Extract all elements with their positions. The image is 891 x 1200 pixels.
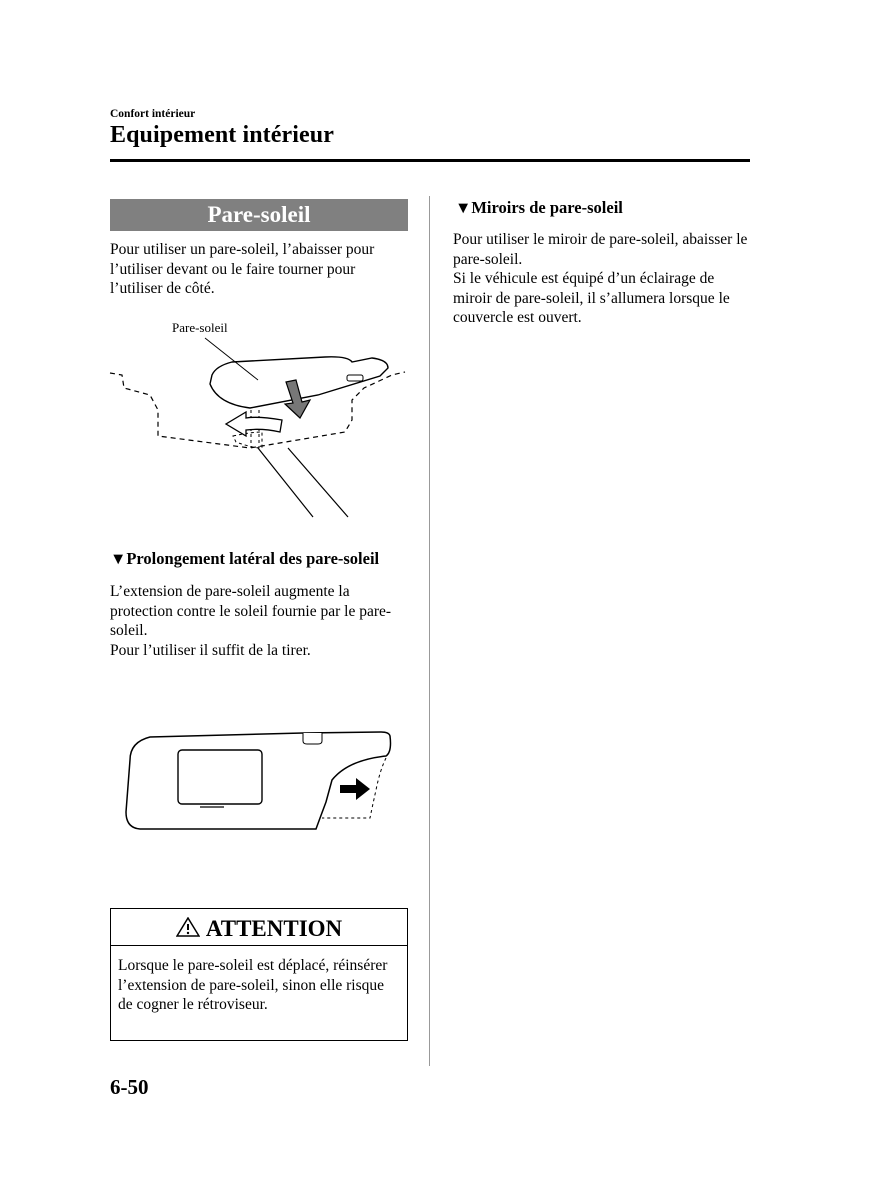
column-divider bbox=[429, 196, 430, 1066]
page-title: Equipement intérieur bbox=[110, 122, 334, 148]
intro-paragraph: Pour utiliser un pare-soleil, l’abaisser pour l’utiliser devant ou le faire tourner pour l’utiliser de côté. bbox=[110, 241, 375, 297]
title-rule bbox=[110, 159, 750, 162]
mirror-text-2: Si le véhicule est équipé d’un éclairage de miroir de pare-soleil, il s’allumera lorsque le couvercle est ouvert. bbox=[453, 270, 730, 326]
extension-text-1: L’extension de pare-soleil augmente la protection contre le soleil fournie par le pare-soleil. bbox=[110, 583, 392, 639]
mirror-paragraph bbox=[453, 230, 753, 328]
figure-label-sun-visor: Pare-soleil bbox=[172, 320, 228, 335]
section-breadcrumb: Confort intérieur bbox=[110, 108, 196, 120]
extension-text-2: Pour l’utiliser il suffit de la tirer. bbox=[110, 641, 311, 659]
warning-text: Lorsque le pare-soleil est déplacé, réinsérer l’extension de pare-soleil, sinon elle risque de cogner le rétroviseur. bbox=[118, 957, 388, 1013]
warning-box bbox=[110, 908, 408, 1041]
extension-paragraph bbox=[110, 582, 410, 660]
mirror-text-1: Pour utiliser le miroir de pare-soleil, abaisser le pare-soleil. bbox=[453, 231, 748, 268]
subheading-visor-extension: ▼Prolongement latéral des pare-soleil bbox=[110, 549, 380, 568]
warning-title: ATTENTION bbox=[205, 916, 343, 941]
section-banner: Pare-soleil bbox=[110, 199, 408, 231]
warning-header bbox=[111, 909, 407, 946]
subheading-vanity-mirrors: ▼Miroirs de pare-soleil bbox=[455, 198, 623, 217]
warning-triangle-icon bbox=[176, 917, 200, 942]
page-number: 6-50 bbox=[110, 1075, 149, 1099]
